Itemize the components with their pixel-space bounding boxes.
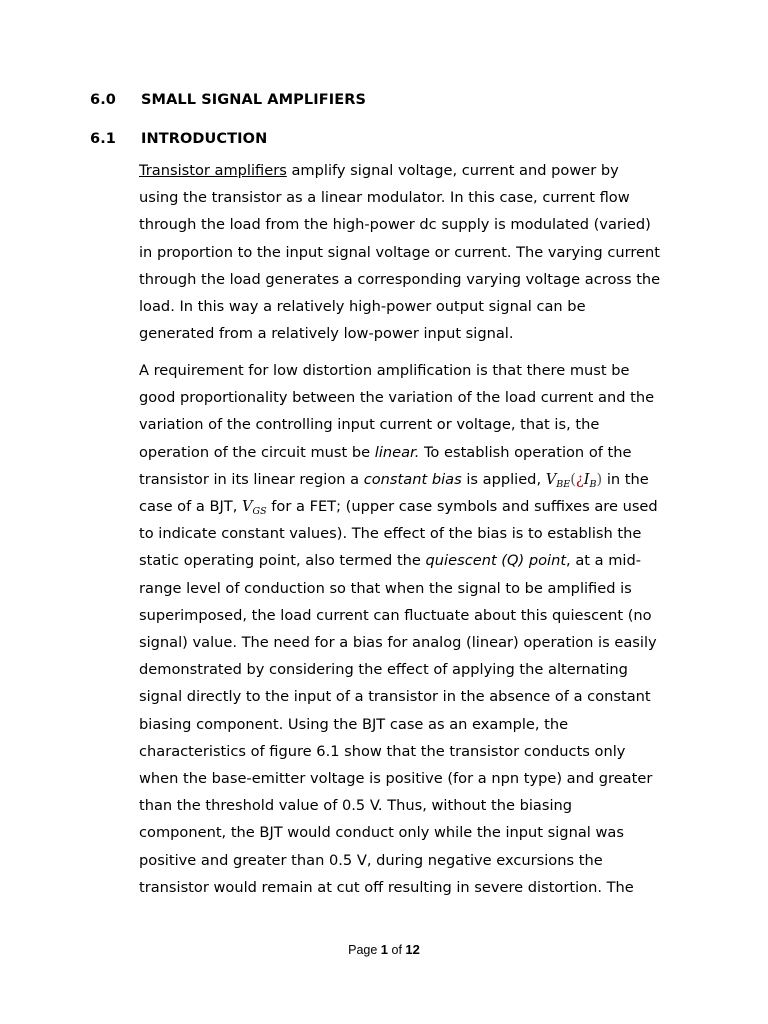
emphasis-constant-bias: constant bias — [363, 470, 462, 488]
text-span: case of a BJT, — [139, 498, 242, 516]
text-span: , at a mid- — [566, 552, 642, 570]
section-title: SMALL SIGNAL AMPLIFIERS — [141, 92, 367, 108]
math-paren: ( — [570, 470, 576, 488]
math-subscript: B — [589, 478, 597, 490]
page-footer — [0, 942, 768, 957]
text-line: to indicate constant values). The effect of the bias is to establish the — [139, 525, 642, 543]
text-line: through the load generates a corresponding varying voltage across the — [139, 270, 661, 288]
page-label: Page — [348, 943, 381, 957]
math-symbol: I — [583, 470, 590, 488]
page-of-label: of — [388, 943, 406, 957]
text-line — [139, 493, 684, 520]
text-line: in proportion to the input signal voltage or current. The varying current — [139, 243, 660, 261]
paragraph-bias-requirement — [139, 357, 684, 901]
math-glyph: ¿ — [575, 470, 584, 488]
text-line — [139, 439, 684, 466]
math-vbe-ib — [546, 471, 602, 488]
text-line: transistor would remain at cut off resulting in severe distortion. The — [139, 878, 634, 896]
text-line: component, the BJT would conduct only while the input signal was — [139, 824, 624, 842]
text-line: using the transistor as a linear modulator. In this case, current flow — [139, 189, 630, 207]
section-title: INTRODUCTION — [141, 131, 268, 147]
math-vgs — [241, 498, 267, 518]
math-subscript: GS — [252, 506, 267, 518]
text-line — [139, 466, 684, 493]
text-span: operation of the circuit must be — [139, 443, 375, 461]
math-symbol: V — [545, 470, 557, 488]
math-symbol: V — [241, 498, 253, 516]
section-heading-6-0 — [90, 92, 366, 108]
text-line: A requirement for low distortion amplification is that there must be — [139, 362, 630, 379]
section-number: 6.1 — [90, 131, 116, 147]
text-line: variation of the controlling input current or voltage, that is, the — [139, 416, 600, 434]
text-line: than the threshold value of 0.5 V. Thus, without the biasing — [139, 797, 573, 815]
text-span: for a FET; (upper case symbols and suffixes are used — [266, 498, 658, 516]
text-line: signal directly to the input of a transistor in the absence of a constant — [139, 688, 651, 706]
text-line: superimposed, the load current can fluctuate about this quiescent (no — [139, 606, 652, 624]
text-line: characteristics of figure 6.1 show that the transistor conducts only — [139, 742, 626, 760]
text-line: biasing component. Using the BJT case as an example, the — [139, 715, 569, 733]
transistor-amplifiers-link[interactable]: Transistor amplifiers — [139, 162, 287, 179]
text-span: amplify signal voltage, current and power by — [286, 162, 619, 179]
text-span: in the — [602, 470, 649, 488]
text-line: range level of conduction so that when the signal to be amplified is — [139, 579, 632, 597]
text-line: demonstrated by considering the effect of applying the alternating — [139, 661, 628, 679]
emphasis-linear: linear. — [374, 443, 420, 461]
text-line: good proportionality between the variation of the load current and the — [139, 389, 655, 407]
paragraph-introduction — [139, 157, 684, 347]
text-span: To establish operation of the — [419, 443, 632, 461]
section-number: 6.0 — [90, 92, 116, 108]
text-line: positive and greater than 0.5 V, during negative excursions the — [139, 851, 603, 869]
text-span: static operating point, also termed the — [139, 552, 426, 570]
text-line: generated from a relatively low-power input signal. — [139, 325, 514, 343]
page-total-number: 12 — [405, 942, 420, 957]
text-line: through the load from the high-power dc supply is modulated (varied) — [139, 216, 651, 234]
text-line: signal) value. The need for a bias for analog (linear) operation is easily — [139, 634, 657, 652]
text-span: transistor in its linear region a — [139, 470, 364, 488]
text-line — [139, 157, 684, 184]
section-heading-6-1 — [90, 131, 267, 147]
math-paren: ) — [596, 470, 603, 488]
math-subscript: BE — [556, 478, 571, 490]
text-line — [139, 547, 684, 574]
text-line: when the base-emitter voltage is positive (for a npn type) and greater — [139, 770, 653, 788]
text-span: is applied, — [461, 470, 546, 488]
emphasis-quiescent-point: quiescent (Q) point — [425, 552, 567, 570]
text-line: load. In this way a relatively high-power output signal can be — [139, 298, 586, 316]
page-current-number: 1 — [380, 942, 389, 957]
